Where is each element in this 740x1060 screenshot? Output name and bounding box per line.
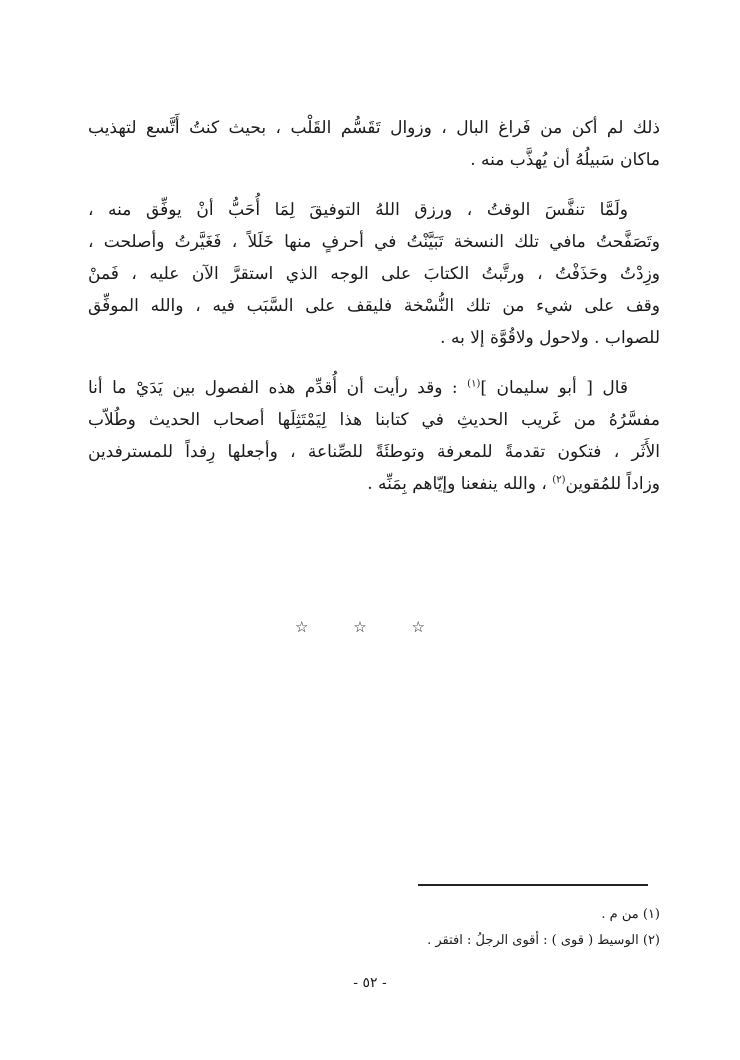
text-line: الأَثَر ، فتكون تقدمةً للمعرفة وتوطئَةً للصِّناعة ، وأجعلها رِفداً للمسترفدين <box>88 442 660 462</box>
paragraph-1 <box>88 112 660 176</box>
text-line: وزِدْتُ وحَذَفْتُ ، ورتَّبتُ الكتابَ على الوجه الذي استقرَّ الآن عليه ، فَمنْ <box>88 264 660 284</box>
main-text <box>88 112 660 518</box>
text-line: ولَمَّا تنفَّسَ الوقتُ ، ورزق اللهُ التوفيقَ لِمَا أُحَبُّ أنْ يوفِّق منه ، <box>88 200 628 220</box>
line-end: ، والله ينفعنا وإيّاهم بِمَنِّه . <box>367 474 547 494</box>
text-line: ماكان سَبيلُهُ أن يُهذَّب منه . <box>470 150 660 170</box>
text-line: ذلك لم أكن من فَراغ البال ، وزوال تَقَسُّم القَلْب ، بحيث كنتُ أَتَّسع لتهذيب <box>88 118 660 138</box>
footnote-2: (٢) الوسيط ( قوى ) : أقوى الرجلُ : افتقر . <box>427 933 660 948</box>
text-line: للصواب . ولاحول ولاقُوَّة إلا به . <box>440 328 660 348</box>
section-separator-stars: ☆ ☆ ☆ <box>295 618 445 636</box>
line-continuation: : وقد رأيت أن أُقدِّم هذه الفصول بين يَدَيْ ما أنا <box>88 378 458 398</box>
text-line: مفسَّرُهُ من غَريب الحديثِ في كتابنا هذا لِيَمْتَثِلَها أصحاب الحديث وطُلاّب <box>88 410 660 430</box>
speaker-text: قال [ أبو سليمان ] <box>480 378 628 398</box>
text-line: وتَصَفَّحتُ مافي تلك النسخة تَبَيَّنْتُ في أحرفٍ منها خَلَلاً ، فَغَيَّرتُ وأصلحت ، <box>88 232 660 252</box>
text-line: وقف على شيء من تلك النُّسْخة فليقف على السَّبَب فيه ، والله الموفِّق <box>88 296 660 316</box>
footnote-marker-2: (٢) <box>552 474 566 486</box>
footnote-divider <box>418 884 648 886</box>
paragraph-3 <box>88 372 660 500</box>
footnotes <box>300 902 660 954</box>
footnote-marker-1: (١) <box>467 378 481 390</box>
line-start: وزاداً للمُقوين <box>565 474 660 494</box>
paragraph-2 <box>88 194 660 354</box>
footnote-1: (١) من م . <box>601 907 660 922</box>
text-line <box>88 468 660 500</box>
text-line <box>88 372 660 404</box>
page-number: - ٥٢ - <box>353 975 387 991</box>
